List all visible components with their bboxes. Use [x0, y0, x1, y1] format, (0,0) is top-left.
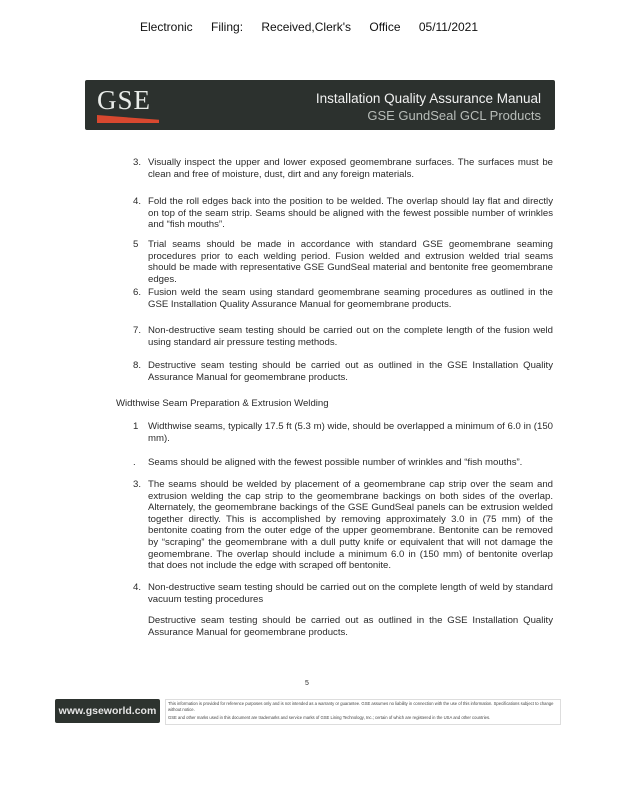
item-text: Widthwise seams, typically 17.5 ft (5.3 m) wide, should be overlapped a minimum of 6.0 in (150 mm). — [148, 421, 553, 444]
item-number: 4. — [133, 582, 142, 593]
list-item — [133, 239, 553, 285]
item-number: 4. — [133, 196, 142, 207]
list-item — [133, 582, 553, 605]
gse-logo — [97, 86, 159, 124]
list-item — [133, 479, 553, 572]
list-item — [133, 325, 553, 348]
website-link[interactable]: www.gseworld.com — [55, 699, 160, 723]
item-text: Non-destructive seam testing should be carried out on the complete length of weld by standard vacuum testing procedures — [148, 582, 553, 605]
item-text: Visually inspect the upper and lower exposed geomembrane surfaces. The surfaces must be clean and free of moisture, dust, dirt and any foreign materials. — [148, 157, 553, 180]
disclaimer-text: This information is provided for reference purposes only and is not intended as a warranty or guarantee. GSE assumes no liability in connection with the use of this information. Specifications subject to change without notice. — [168, 701, 554, 712]
page-number: 5 — [305, 680, 309, 687]
item-number: . — [133, 457, 136, 468]
item-number: 8. — [133, 360, 142, 371]
stamp-text: Received,Clerk's — [261, 20, 352, 34]
header-banner — [85, 80, 555, 130]
list-item — [133, 287, 553, 310]
disclaimer — [165, 699, 561, 725]
item-text: Non-destructive seam testing should be carried out on the complete length of the fusion weld using standard air pressure testing methods. — [148, 325, 553, 348]
stamp-text: Filing: — [211, 20, 244, 34]
item-number: 7. — [133, 325, 142, 336]
stamp-text: Electronic — [139, 20, 193, 34]
item-text: Trial seams should be made in accordance with standard GSE geomembrane seaming procedures prior to each welding period. Fusion welded and extrusion welded trial seams should be made with representative GSE GundSeal material and bentonite free geomembrane edges. — [148, 239, 553, 285]
item-number: 6. — [133, 287, 142, 298]
footer — [55, 699, 557, 723]
logo-swoosh-icon — [97, 115, 159, 123]
item-text: Seams should be aligned with the fewest possible number of wrinkles and “fish mouths”. — [148, 457, 523, 468]
item-text: Fold the roll edges back into the position to be welded. The overlap should lay flat and directly on top of the seam strip. Seams should be aligned with the fewest possible number of wrinkles and “fish mouths”. — [148, 196, 553, 231]
logo-text: GSE — [97, 85, 152, 115]
closing-paragraph: Destructive seam testing should be carried out as outlined in the GSE Installation Quality Assurance Manual for geomembrane products. — [148, 615, 553, 638]
stamp-date: 05/11/2021 — [418, 20, 479, 34]
list-item — [133, 457, 553, 469]
list-item — [133, 157, 553, 180]
item-number: 3. — [133, 157, 142, 168]
list-item — [133, 360, 553, 383]
item-text: The seams should be welded by placement of a geomembrane cap strip over the seam and extrusion welding the cap strip to the geomembrane backings on both sides of the overlap. Alternately, the geomembrane backings of the GSE GundSeal panels can be extrusion welded together directly. This is accomplished by removing approximately 3.0 in (75 mm) of the bentonite coating from the outer edge of the upper geomembrane. Bentonite can be removed by “scraping” the geomembrane with a dull putty knife or equivalent that will not damage the geomembrane. The overlap should include a minimum 6.0 in (150 mm) of bentonite overlap that does not include the edge with scraped off bentonite. — [148, 479, 553, 572]
list-item — [133, 196, 553, 231]
electronic-filing-stamp — [0, 20, 618, 34]
trademark-text: GSE and other marks used in this document are trademarks and service marks of GSE Lining Technology, Inc.; certain of which are registered in the USA and other countries. — [168, 715, 491, 720]
stamp-text: Office — [369, 20, 401, 34]
item-number: 3. — [133, 479, 142, 490]
item-text: Fusion weld the seam using standard geomembrane seaming procedures as outlined in the GSE Installation Quality Assurance Manual for geomembrane products. — [148, 287, 553, 310]
item-number: 1 — [133, 421, 139, 432]
list-item — [133, 421, 553, 444]
item-text: Destructive seam testing should be carried out as outlined in the GSE Installation Quality Assurance Manual for geomembrane products. — [148, 360, 553, 383]
section-heading: Widthwise Seam Preparation & Extrusion Welding — [116, 398, 329, 409]
manual-title: Installation Quality Assurance Manual — [315, 91, 541, 106]
manual-subtitle: GSE GundSeal GCL Products — [367, 108, 541, 123]
item-number: 5 — [133, 239, 139, 250]
